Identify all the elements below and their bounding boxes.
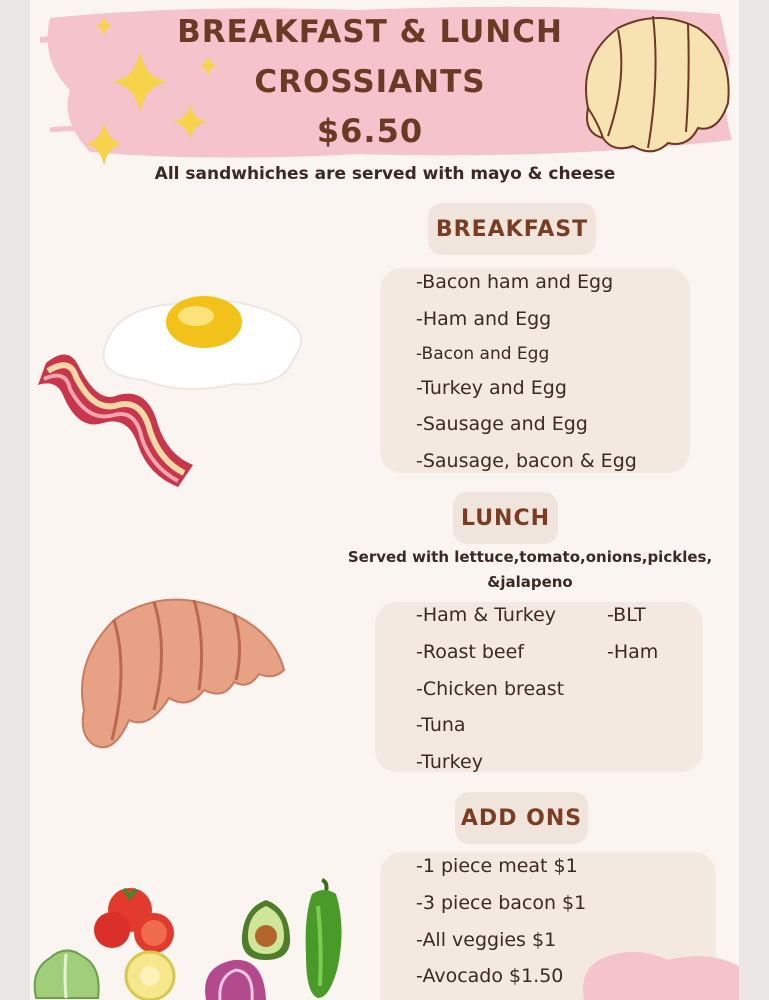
price: $6.50 — [316, 112, 424, 150]
lunch-item: -Tuna — [416, 714, 466, 736]
left-margin — [0, 0, 30, 1000]
breakfast-heading: BREAKFAST — [428, 203, 596, 255]
addon-item: -Avocado $1.50 — [416, 965, 564, 987]
lunch-item: -Roast beef — [416, 641, 524, 663]
lunch-item: -Ham & Turkey — [416, 604, 557, 626]
avocado-icon — [238, 898, 294, 962]
breakfast-box — [380, 268, 690, 473]
title-line-1: BREAKFAST & LUNCH — [177, 14, 563, 50]
menu-page — [30, 0, 739, 1000]
lunch-item: -Chicken breast — [416, 678, 565, 700]
lunch-item: -Ham — [607, 641, 659, 663]
addon-item: -All veggies $1 — [416, 929, 557, 951]
title-line-2: CROSSIANTS — [254, 64, 486, 100]
breakfast-item: -Turkey and Egg — [416, 377, 567, 399]
breakfast-item: -Sausage, bacon & Egg — [416, 450, 637, 472]
addon-item: -1 piece meat $1 — [416, 855, 578, 877]
lunch-item: -Turkey — [416, 751, 483, 773]
lettuce-icon — [30, 940, 102, 1000]
lunch-heading: LUNCH — [453, 492, 558, 544]
tomato-icon — [90, 885, 180, 955]
cucumber-icon — [124, 950, 176, 1000]
subtitle: All sandwhiches are served with mayo & cheese — [154, 164, 616, 184]
croissant-icon — [74, 590, 289, 760]
jalapeno-icon — [298, 876, 350, 1000]
addons-heading: ADD ONS — [455, 792, 588, 844]
breakfast-item: -Sausage and Egg — [416, 413, 588, 435]
lunch-note-line-1: Served with lettuce,tomato,onions,pickles, — [347, 548, 713, 566]
right-margin — [739, 0, 769, 1000]
breakfast-item: -Bacon ham and Egg — [416, 271, 614, 293]
lunch-note-line-2: &jalapeno — [487, 573, 573, 591]
addon-item: -3 piece bacon $1 — [416, 892, 587, 914]
breakfast-item: -Bacon and Egg — [416, 344, 550, 364]
breakfast-item: -Ham and Egg — [416, 308, 552, 330]
corner-decoration — [578, 946, 739, 1000]
lunch-item: -BLT — [607, 604, 646, 626]
croissant-icon — [568, 8, 738, 158]
bacon-icon — [38, 335, 198, 490]
